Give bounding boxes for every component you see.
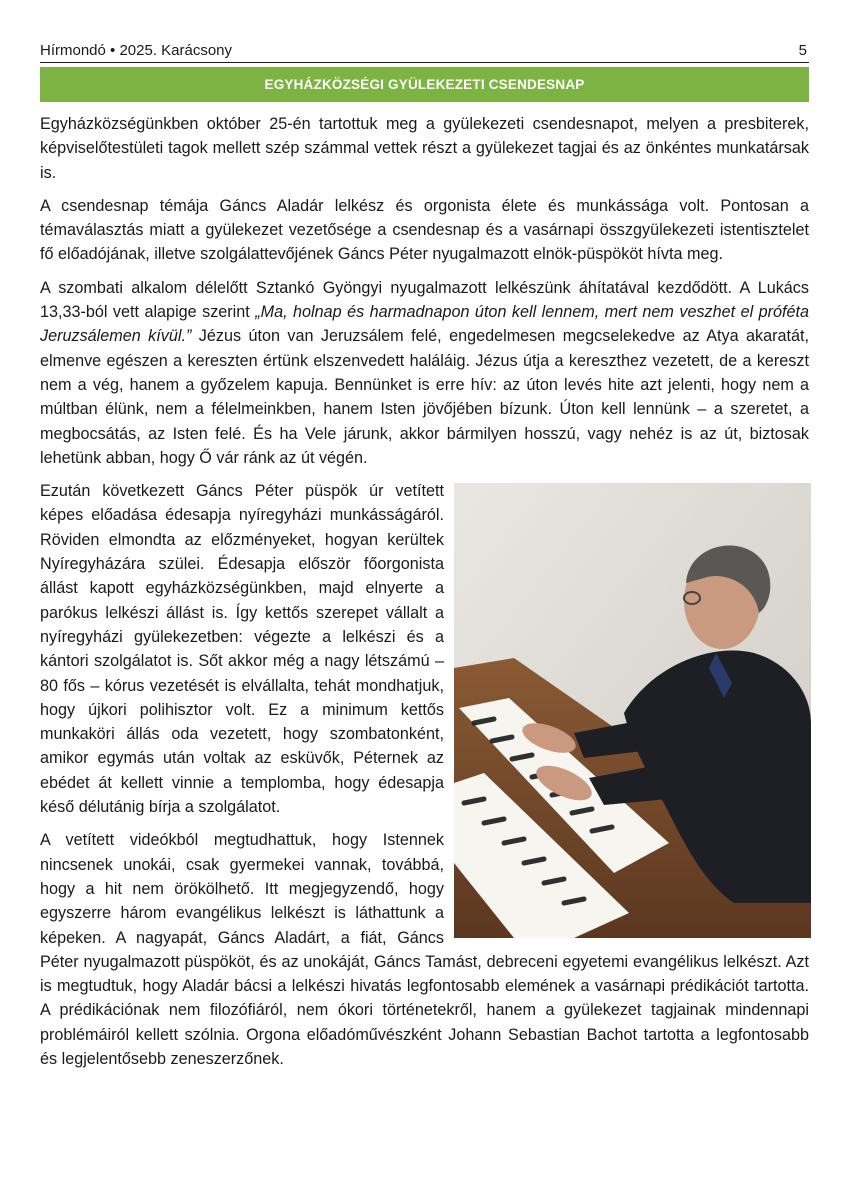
paragraph-3-intro: A szombati alkalom délelőtt Sztankó Gyöngyi nyugalmazott lelkészünk áhítatával kezdődött. A Lukács 13,33-ból vett alapige szerint (40, 278, 809, 322)
paragraph-5: A vetített videókból megtudhattuk, hogy Istennek nincsenek unokái, csak gyermekei vannak, továbbá, hogy a hit nem örökölhető. Itt megjegyzendő, hogy egyszerre három evangélikus lelkészt is láthattunk a képeken. A nagyapát, Gáncs Aladárt, a fiát, Gáncs Péter nyugalmazott püspököt, és az unokáját, Gáncs Tamást, debreceni egyetemi evangélikus lelkészt. Azt is megtudtuk, hogy Aladár bácsi a lelkészi hivatás legfontosabb elemének a vasárnapi prédikációt tartotta. A prédikációnak nem filozófiáról, nem ókori történetekről, hanem a gyülekezet tagjainak mindennapi problémáiról kellett szólnia. Orgona előadóművészként Johann Sebastian Bachot tartotta a legfontosabb és legjelentősebb zeneszerzőnek. (40, 831, 809, 1068)
paragraph-3 (40, 276, 809, 470)
organist-photo (454, 483, 811, 938)
article-body (40, 112, 809, 1080)
page-header (40, 40, 809, 63)
paragraph-4: Ezután következett Gáncs Péter püspök úr vetített képes előadása édesapja nyíregyházi munkásságáról. Röviden elmondta az előzményeket, hogyan kerültek Nyíregyházára szülei. Édesapja először főorgonista állást kapott egyházközségünkben, majd elnyerte a parókus lelkészi állást is. Így kettős szerepet vállalt a nyíregyházi gyülekezetben: végezte a lelkészi és a kántori szolgálatot is. Sőt akkor még a nagy létszámú – 80 fős – kórus vezetését is elvállalta, tehát mondhatjuk, hogy újkori polihisztor volt. Ez a minimum kettős munkaköri állás oda vezetett, hogy szombatonként, amikor egymás után voltak az esküvők, Péternek az ebédet át kellett vinnie a templomba, hogy édesapja késő délutánig bírja a szolgálatot. (40, 482, 444, 817)
page-number: 5 (798, 42, 807, 59)
paragraph-2: A csendesnap témája Gáncs Aladár lelkész és orgonista élete és munkássága volt. Pontosan a témaválasztás miatt a gyülekezet vezetősége a csendesnap és a vasárnapi összgyülekezeti istentisztelet fő előadójának, illetve szolgálattevőjének Gáncs Péter nyugalmazott elnök-püspököt hívta meg. (40, 196, 809, 264)
section-banner: EGYHÁZKÖZSÉGI GYÜLEKEZETI CSENDESNAP (40, 67, 809, 102)
bible-quote: „Ma, holnap és harmadnapon úton kell lennem, mert nem veszhet el próféta Jeruzsálemen kívül.” (40, 303, 810, 346)
paragraph-1: Egyházközségünkben október 25-én tartottuk meg a gyülekezeti csendesnapot, melyen a presbiterek, képviselőtestületi tagok mellett szép számmal vettek részt a gyülekezet tagjai és az önkéntes munkatársak is. (40, 115, 809, 182)
publication-title: Hírmondó • 2025. Karácsony (40, 42, 233, 59)
paragraph-3-rest: Jézus úton van Jeruzsálem felé, engedelmesen megcselekedve az Atya akaratát, elmenve egészen a kereszten értünk elszenvedett haláláig. Jézus útja a kereszthez vezetett, de a kereszt nem a vég, hanem a győzelem kapuja. Bennünket is erre hív: az úton levés hite azt jelenti, hogy nem a múltban élünk, nem a félelmeinkben, hanem Isten jövőjében bízunk. Úton kell lennünk – a szeretet, a megbocsátás, az Isten felé. És ha Vele járunk, akkor bármilyen hosszú, vagy nehéz is az út, biztosak lehetünk abban, hogy Ő vár ránk az út végén. (40, 327, 809, 467)
